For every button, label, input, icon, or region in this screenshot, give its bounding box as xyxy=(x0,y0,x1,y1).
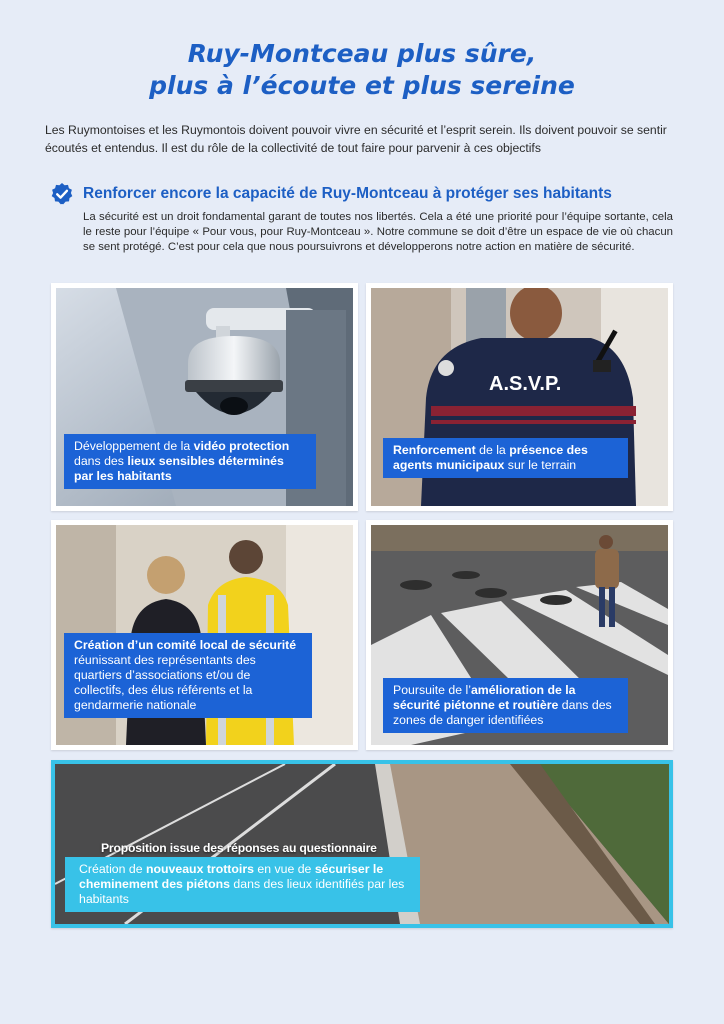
caption-text: en vue de xyxy=(253,862,315,876)
caption-text: sur le terrain xyxy=(504,458,577,472)
check-badge-icon xyxy=(50,182,74,206)
section-header xyxy=(50,182,690,208)
caption-bold: présence des agents municipaux xyxy=(393,443,588,472)
card-municipal-agents xyxy=(366,283,673,511)
caption-text: dans des xyxy=(74,454,128,468)
card-security-committee xyxy=(51,520,358,750)
caption-municipal-agents xyxy=(383,438,628,478)
photo-cctv-camera xyxy=(56,288,353,506)
caption-text: dans des zones de danger identifiées xyxy=(393,698,612,727)
caption-bold: lieux sensibles déterminés par les habitants xyxy=(74,454,284,483)
caption-text: Poursuite de l’ xyxy=(393,683,471,697)
caption-text: Développement de la xyxy=(74,439,194,453)
proposal-label: Proposition issue des réponses au questionnaire xyxy=(101,841,377,855)
card-new-sidewalks xyxy=(51,760,673,928)
caption-text: Création de xyxy=(79,862,146,876)
caption-bold: vidéo protection xyxy=(193,439,290,453)
title-line-2: plus à l’écoute et plus sereine xyxy=(149,71,575,100)
title-line-1: Ruy-Montceau plus sûre, xyxy=(187,39,537,68)
asvp-back-text: A.S.V.P. xyxy=(489,373,562,395)
caption-text: réunissant des représentants des quartiers d’associations et/ou de collectifs, des élus référents et la gendarmerie nationale xyxy=(74,653,256,712)
section-title: Renforcer encore la capacité de Ruy-Montceau à protéger ses habitants xyxy=(83,185,612,202)
caption-security-committee xyxy=(64,633,312,718)
photo-sidewalk xyxy=(55,764,669,924)
section-body: La sécurité est un droit fondamental garant de toutes nos libertés. Cela a été une priorité pour l’équipe sortante, cela le reste pour l’équipe « Pour vous, pour Ruy-Montceau ». Notre commune se doit d’être un espace de vie où chacun se sent protégé. C’est pour cela que nous poursuivrons et développerons notre action en matière de sécurité. xyxy=(83,211,673,254)
caption-pedestrian-safety xyxy=(383,678,628,733)
caption-video-protection xyxy=(64,434,316,489)
card-video-protection xyxy=(51,283,358,511)
caption-bold: amélioration de la sécurité piétonne et routière xyxy=(393,683,576,712)
page-title xyxy=(0,38,724,102)
photo-crosswalk xyxy=(371,525,668,745)
caption-text: de la xyxy=(475,443,510,457)
intro-paragraph: Les Ruymontoises et les Ruymontois doivent pouvoir vivre en sécurité et l’esprit serein. Ils doivent pouvoir se sentir écoutés et entendus. Il est du rôle de la collectivité de tout faire pour parvenir à ces objectifs xyxy=(45,123,667,155)
caption-bold: sécuriser le cheminement des piétons xyxy=(79,862,384,891)
photo-committee xyxy=(56,525,353,745)
caption-text: dans des lieux identifiés par les habitants xyxy=(79,877,405,906)
caption-bold: nouveaux trottoirs xyxy=(146,862,254,876)
photo-municipal-agent xyxy=(371,288,668,506)
caption-bold: Création d’un comité local de sécurité xyxy=(74,638,297,652)
card-pedestrian-safety xyxy=(366,520,673,750)
caption-new-sidewalks xyxy=(65,857,420,912)
caption-bold: Renforcement xyxy=(393,443,476,457)
